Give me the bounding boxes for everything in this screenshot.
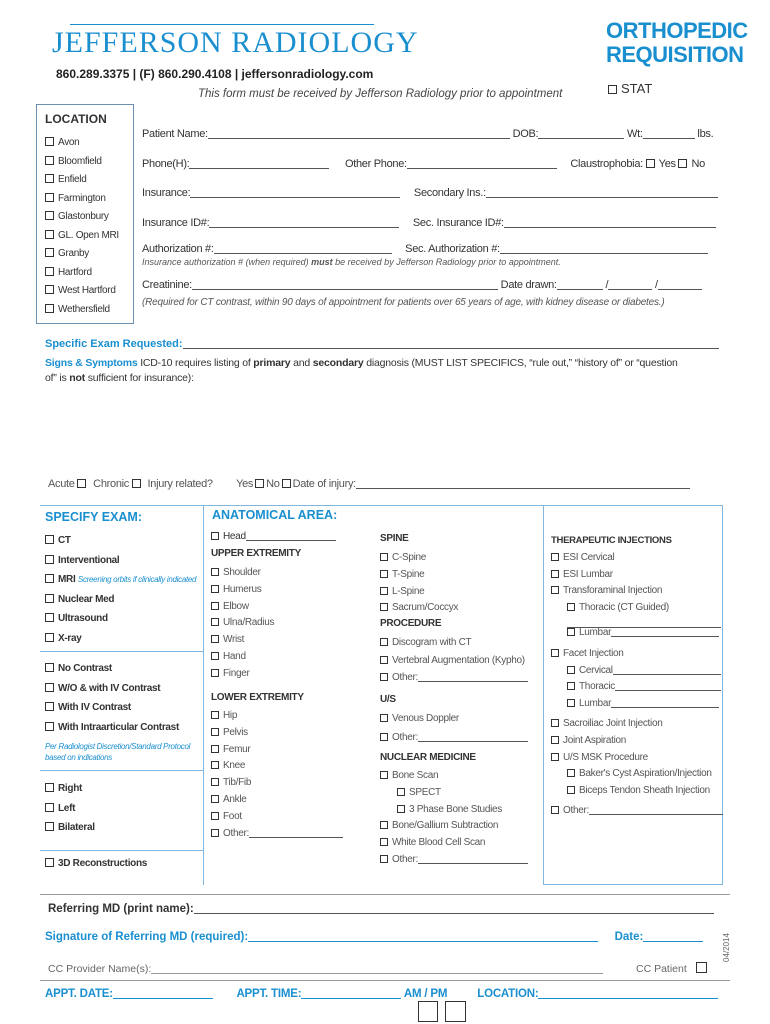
nuclear-medicine-list <box>380 768 528 869</box>
lower-other[interactable]: Other: <box>211 826 343 843</box>
contrast-list <box>45 659 179 737</box>
ti-lumbar-facet[interactable]: Lumbar <box>551 696 723 713</box>
upper-finger[interactable]: Finger <box>211 666 274 683</box>
col-divider-2 <box>543 505 544 885</box>
location-enfield[interactable]: Enfield <box>45 171 119 190</box>
appt-date-field[interactable] <box>113 987 213 999</box>
signature-date-field[interactable] <box>643 930 703 942</box>
other-phone-field[interactable] <box>407 157 557 169</box>
am-pm-label: AM / PM <box>403 988 448 1000</box>
authorization-field[interactable] <box>214 242 392 254</box>
am-checkbox[interactable] <box>418 1001 438 1022</box>
ti-facet-injection[interactable]: Facet Injection <box>551 646 723 663</box>
specific-exam-row: Specific Exam Requested: <box>45 337 719 350</box>
location-bloomfield[interactable]: Bloomfield <box>45 153 119 172</box>
upper-extremity-heading: UPPER EXTREMITY <box>211 548 301 559</box>
upper-humerus[interactable]: Humerus <box>211 582 274 599</box>
upper-shoulder[interactable]: Shoulder <box>211 565 274 582</box>
procedure-heading: PROCEDURE <box>380 618 442 629</box>
logo-text: JEFFERSON RADIOLOGY <box>52 26 419 59</box>
secondary-authorization-field[interactable] <box>500 242 708 254</box>
specify-divider-2 <box>40 770 203 771</box>
spine-c-spine[interactable]: C-Spine <box>380 550 458 567</box>
location-avon[interactable]: Avon <box>45 134 119 153</box>
with-intraarticular-contrast[interactable]: With Intraarticular Contrast <box>45 718 179 738</box>
footer-mid-rule <box>40 980 730 981</box>
exam-ct[interactable]: CT <box>45 531 196 551</box>
ti-us-msk[interactable]: U/S MSK Procedure <box>551 750 723 767</box>
patient-row-4: Insurance ID#: Sec. Insurance ID#: <box>142 216 716 229</box>
referring-md-row: Referring MD (print name): <box>48 902 714 915</box>
us-list <box>380 710 528 747</box>
claustrophobia-yes[interactable]: Yes <box>646 158 676 170</box>
ti-esi-cervical[interactable]: ESI Cervical <box>551 550 723 567</box>
lower-extremity-list <box>211 708 343 842</box>
3d-reconstructions[interactable]: 3D Reconstructions <box>45 858 147 869</box>
procedure-vertebral-augmentation[interactable]: Vertebral Augmentation (Kypho) <box>380 652 528 670</box>
no-contrast[interactable]: No Contrast <box>45 659 179 679</box>
ti-sacroiliac[interactable]: Sacroiliac Joint Injection <box>551 716 723 733</box>
claustrophobia-no[interactable]: No <box>678 158 704 170</box>
us-heading: U/S <box>380 694 396 705</box>
dob-field[interactable] <box>538 127 624 139</box>
insurance-id-field[interactable] <box>209 216 399 228</box>
signature-row: Signature of Referring MD (required): Date: <box>45 930 703 943</box>
nuclear-wbc-scan[interactable]: White Blood Cell Scan <box>380 835 528 852</box>
signs-text-area[interactable] <box>45 388 725 468</box>
spine-heading: SPINE <box>380 533 409 544</box>
lower-hip[interactable]: Hip <box>211 708 343 725</box>
us-other[interactable]: Other: <box>380 729 528 748</box>
lower-femur[interactable]: Femur <box>211 742 343 759</box>
exam-nuclear-med[interactable]: Nuclear Med <box>45 590 196 610</box>
creatinine-field[interactable] <box>192 278 498 290</box>
therapeutic-list <box>551 550 723 820</box>
injury-no-checkbox[interactable] <box>282 479 291 488</box>
version-number: 04/2014 <box>722 933 731 962</box>
date-drawn-month[interactable] <box>557 278 603 290</box>
lower-foot[interactable]: Foot <box>211 809 343 826</box>
specify-divider-1 <box>40 651 203 652</box>
ti-thoracic-ct-guided[interactable]: Thoracic (CT Guided) <box>551 600 723 617</box>
upper-hand[interactable]: Hand <box>211 649 274 666</box>
acute-checkbox[interactable] <box>77 479 86 488</box>
phone-field[interactable] <box>189 157 329 169</box>
date-drawn-year[interactable] <box>658 278 702 290</box>
appt-row: APPT. DATE: APPT. TIME: AM / PM LOCATION: <box>45 987 718 1000</box>
footer-top-rule <box>40 894 730 895</box>
injury-yes-checkbox[interactable] <box>255 479 264 488</box>
ti-other[interactable]: Other: <box>551 803 723 820</box>
insurance-field[interactable] <box>190 186 400 198</box>
lower-pelvis[interactable]: Pelvis <box>211 725 343 742</box>
col-divider-1 <box>203 505 204 885</box>
anatomical-area-heading: ANATOMICAL AREA: <box>212 508 338 522</box>
spine-sacrum-coccyx[interactable]: Sacrum/Coccyx <box>380 600 458 617</box>
patient-row-6: Creatinine: Date drawn: / / <box>142 278 702 291</box>
lower-ankle[interactable]: Ankle <box>211 792 343 809</box>
patient-name-field[interactable] <box>208 127 510 139</box>
date-of-injury-field[interactable] <box>356 477 690 489</box>
upper-elbow[interactable]: Elbow <box>211 599 274 616</box>
patient-row-3: Insurance: Secondary Ins.: <box>142 186 718 199</box>
exam-interventional[interactable]: Interventional <box>45 551 196 571</box>
lower-knee[interactable]: Knee <box>211 758 343 775</box>
procedure-list <box>380 634 528 687</box>
pm-checkbox[interactable] <box>445 1001 466 1022</box>
ti-lumbar[interactable]: Lumbar <box>551 625 723 642</box>
location-west-hartford[interactable]: West Hartford <box>45 282 119 301</box>
stat-checkbox[interactable] <box>608 81 652 96</box>
logo-rule <box>70 24 374 25</box>
specify-divider-3 <box>40 850 203 851</box>
location-granby[interactable]: Granby <box>45 245 119 264</box>
cc-provider-field[interactable] <box>151 962 603 974</box>
section-top-rule <box>40 505 722 506</box>
patient-row-5: Authorization #: Sec. Authorization #: <box>142 242 708 255</box>
referring-md-field[interactable] <box>194 902 714 914</box>
nuclear-spect[interactable]: SPECT <box>380 785 528 802</box>
chronic-checkbox[interactable] <box>132 479 141 488</box>
lower-tib-fib[interactable]: Tib/Fib <box>211 775 343 792</box>
upper-extremity-list <box>211 565 274 683</box>
contact-line: 860.289.3375 | (F) 860.290.4108 | jeffersonradiology.com <box>56 67 374 81</box>
location-gl-open-mri[interactable]: GL. Open MRI <box>45 227 119 246</box>
form-title-1: ORTHOPEDIC <box>606 18 748 43</box>
procedure-discogram[interactable]: Discogram with CT <box>380 634 528 652</box>
laterality-bilateral[interactable]: Bilateral <box>45 818 95 838</box>
signs-line-2: of” is not sufficient for insurance): <box>45 372 194 384</box>
laterality-right[interactable]: Right <box>45 779 95 799</box>
cc-provider-row: CC Provider Name(s): <box>48 962 603 975</box>
signs-line-1: Signs & Symptoms ICD-10 requires listing of primary and secondary diagnosis (MUST LIST SPECIFICS, “rule out,” “history of” or “question <box>45 357 678 369</box>
auth-note: Insurance authorization # (when required) must be received by Jefferson Radiology prior to appointment. <box>142 257 561 267</box>
laterality-list <box>45 779 95 838</box>
spine-l-spine[interactable]: L-Spine <box>380 584 458 601</box>
upper-wrist[interactable]: Wrist <box>211 632 274 649</box>
cc-patient[interactable]: CC Patient <box>636 962 711 975</box>
form-title-2: REQUISITION <box>606 42 744 67</box>
secondary-insurance-field[interactable] <box>486 186 718 198</box>
location-hartford[interactable]: Hartford <box>45 264 119 283</box>
ti-thoracic[interactable]: Thoracic <box>551 679 723 696</box>
location-wethersfield[interactable]: Wethersfield <box>45 301 119 320</box>
nuclear-bone-gallium[interactable]: Bone/Gallium Subtraction <box>380 818 528 835</box>
ti-bakers-cyst[interactable]: Baker's Cyst Aspiration/Injection <box>551 766 723 783</box>
stat-label: STAT <box>621 81 653 96</box>
receipt-notice: This form must be received by Jefferson Radiology prior to appointment <box>198 88 563 100</box>
spine-t-spine[interactable]: T-Spine <box>380 567 458 584</box>
ti-joint-aspiration[interactable]: Joint Aspiration <box>551 733 723 750</box>
nuclear-medicine-heading: NUCLEAR MEDICINE <box>380 752 476 763</box>
acute-chronic-row: Acute Chronic Injury related? Yes No Date of injury: <box>48 477 690 490</box>
appt-time-field[interactable] <box>301 987 401 999</box>
nuclear-3-phase[interactable]: 3 Phase Bone Studies <box>380 802 528 819</box>
appt-location-field[interactable] <box>538 987 718 999</box>
per-radiologist-note: Per Radiologist Discretion/Standard Protocol based on indications <box>45 742 191 762</box>
specific-exam-field[interactable] <box>183 337 719 349</box>
with-iv-contrast[interactable]: With IV Contrast <box>45 698 179 718</box>
specify-exam-heading: SPECIFY EXAM: <box>45 510 143 524</box>
ti-esi-lumbar[interactable]: ESI Lumbar <box>551 567 723 584</box>
exam-xray[interactable]: X-ray <box>45 629 196 649</box>
nuclear-other[interactable]: Other: <box>380 852 528 869</box>
patient-row-1: Patient Name: DOB: Wt: lbs. <box>142 128 714 140</box>
nuclear-bone-scan[interactable]: Bone Scan <box>380 768 528 785</box>
specify-exam-list <box>45 531 196 648</box>
exam-mri[interactable]: MRI Screening orbits if clinically indicated <box>45 570 196 590</box>
signature-field[interactable] <box>248 930 598 942</box>
location-glastonbury[interactable]: Glastonbury <box>45 208 119 227</box>
laterality-left[interactable]: Left <box>45 799 95 819</box>
lower-extremity-heading: LOWER EXTREMITY <box>211 692 304 703</box>
creatinine-note: (Required for CT contrast, within 90 days of appointment for patients over 65 years of age, with kidney disease or diabetes.) <box>142 297 665 308</box>
us-venous-doppler[interactable]: Venous Doppler <box>380 710 528 729</box>
upper-ulna-radius[interactable]: Ulna/Radius <box>211 615 274 632</box>
procedure-other[interactable]: Other: <box>380 669 528 687</box>
section-bottom-rule <box>543 884 723 885</box>
exam-ultrasound[interactable]: Ultrasound <box>45 609 196 629</box>
ti-transforaminal[interactable]: Transforaminal Injection <box>551 583 723 600</box>
spine-list <box>380 550 458 617</box>
ti-biceps-tendon[interactable]: Biceps Tendon Sheath Injection <box>551 783 723 800</box>
therapeutic-heading: THERAPEUTIC INJECTIONS <box>551 535 672 546</box>
location-list <box>45 134 119 319</box>
patient-row-2: Phone(H): Other Phone: Claustrophobia: Yes No <box>142 158 705 170</box>
date-drawn-day[interactable] <box>608 278 652 290</box>
ti-cervical[interactable]: Cervical <box>551 663 723 680</box>
logo <box>52 18 419 66</box>
location-heading: LOCATION <box>45 112 107 126</box>
secondary-insurance-id-field[interactable] <box>504 216 716 228</box>
anatomical-head[interactable]: Head <box>211 531 336 542</box>
wo-with-iv-contrast[interactable]: W/O & with IV Contrast <box>45 679 179 699</box>
weight-field[interactable] <box>643 127 695 139</box>
location-farmington[interactable]: Farmington <box>45 190 119 209</box>
